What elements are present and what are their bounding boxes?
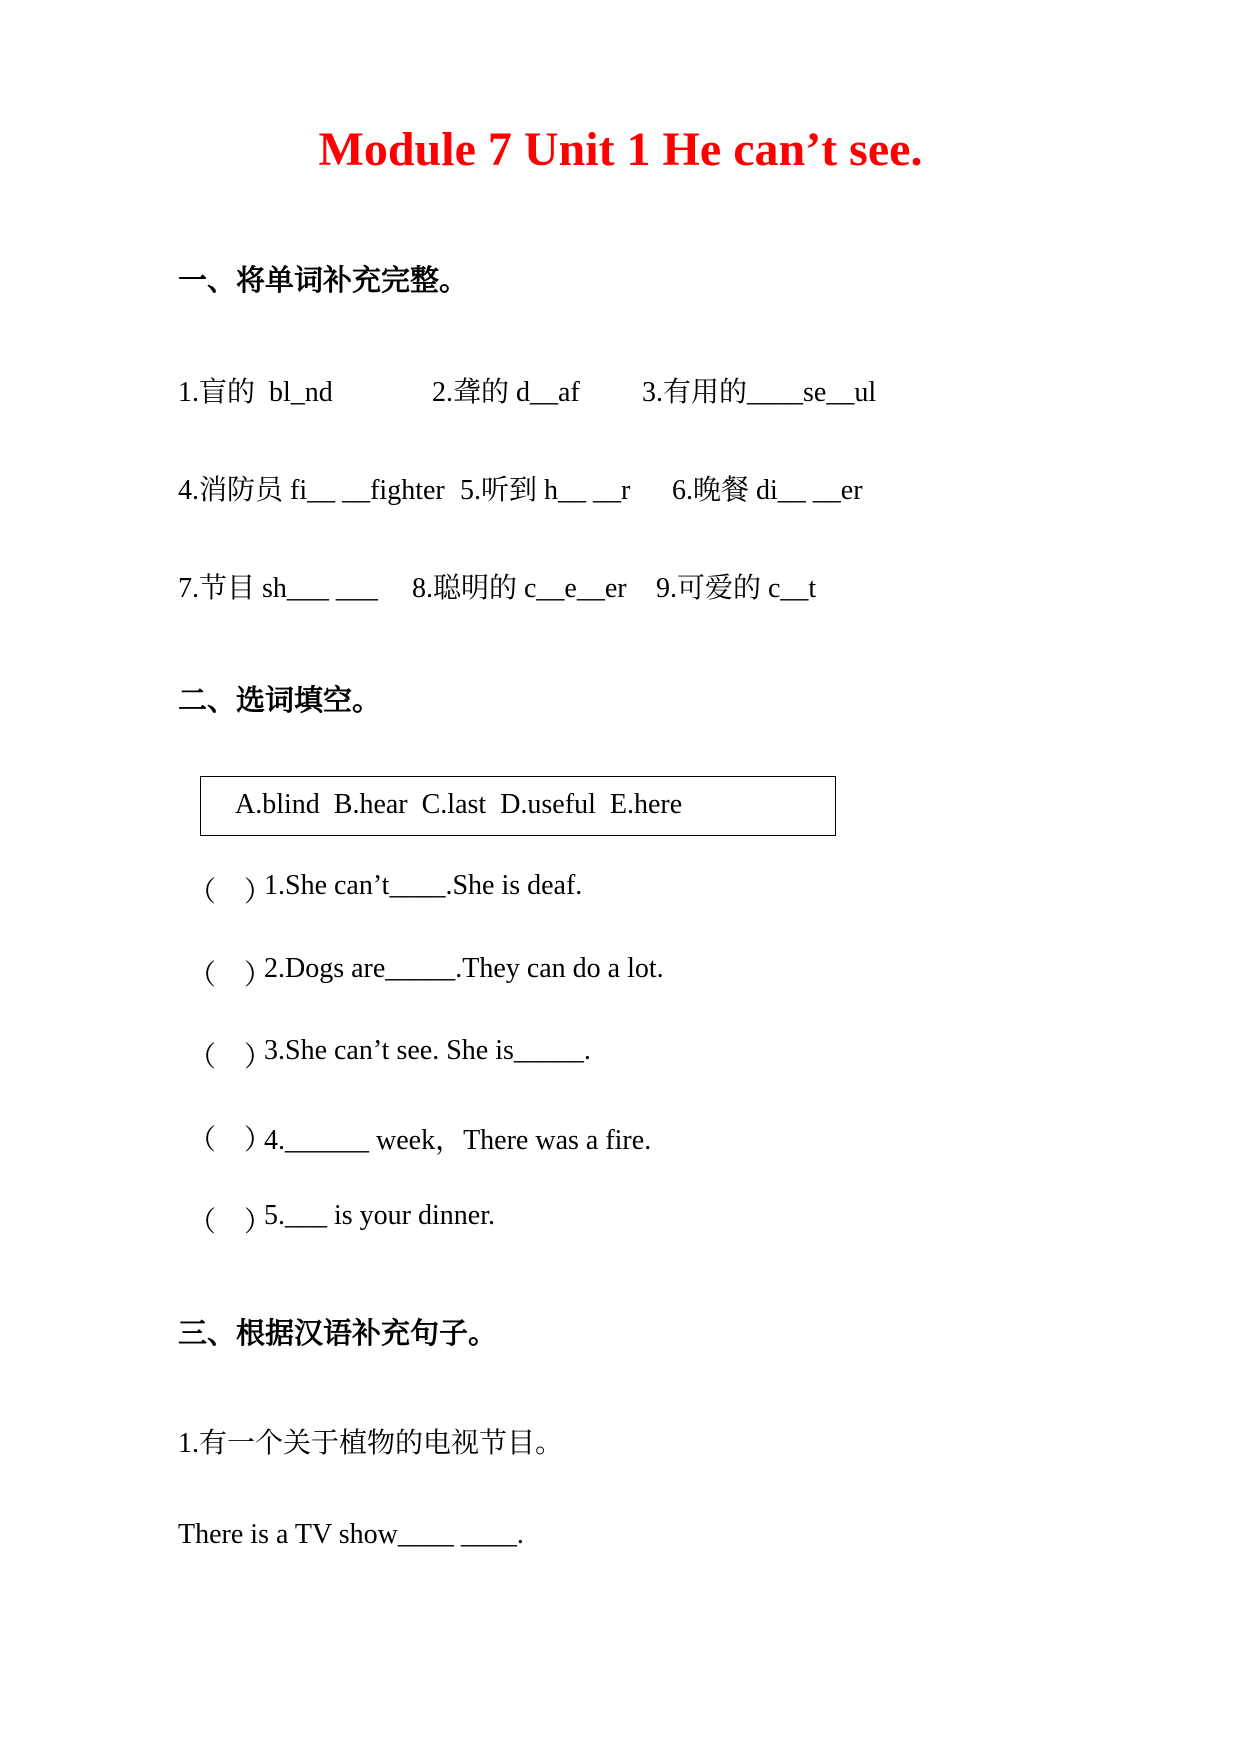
- word-item: 6.晚餐 di__ __er: [672, 475, 863, 506]
- answer-blank: （ ）: [188, 1042, 273, 1073]
- word-item: 5.听到 h__ __r: [460, 475, 631, 506]
- word-options-box: [200, 776, 836, 836]
- word-item: 2.聋的 d__af: [432, 377, 580, 408]
- section-2-heading: 二、选词填空。: [178, 685, 382, 717]
- word-item: 1.盲的 bl_nd: [178, 377, 333, 408]
- word-item: 8.聪明的 c__e__er: [412, 573, 627, 604]
- page-title: Module 7 Unit 1 He can’t see.: [318, 123, 923, 176]
- question-item: 1.She can’t____.She is deaf.: [264, 870, 583, 901]
- word-item: 7.节目 sh___ ___: [178, 573, 378, 604]
- question-item: 3.She can’t see. She is_____.: [264, 1035, 591, 1066]
- answer-blank: （ ）: [188, 877, 273, 908]
- answer-blank: （ ）: [188, 1207, 273, 1238]
- word-item: 9.可爱的 c__t: [656, 573, 817, 604]
- translation-answer-line: There is a TV show____ ____.: [178, 1519, 524, 1550]
- question-item: 4.______ week，There was a fire.: [264, 1125, 652, 1156]
- answer-blank: （ ）: [188, 1125, 273, 1156]
- word-item: 3.有用的____se__ul: [642, 377, 877, 408]
- section-1-heading: 一、将单词补充完整。: [178, 265, 469, 297]
- question-item: 5.___ is your dinner.: [264, 1200, 495, 1231]
- word-item: 4.消防员 fi__ __fighter: [178, 475, 445, 506]
- word-options: A.blind B.hear C.last D.useful E.here: [235, 789, 683, 820]
- translation-prompt: 1.有一个关于植物的电视节目。: [178, 1428, 564, 1459]
- question-item: 2.Dogs are_____.They can do a lot.: [264, 953, 664, 984]
- section-3-heading: 三、根据汉语补充句子。: [178, 1318, 498, 1350]
- answer-blank: （ ）: [188, 960, 273, 991]
